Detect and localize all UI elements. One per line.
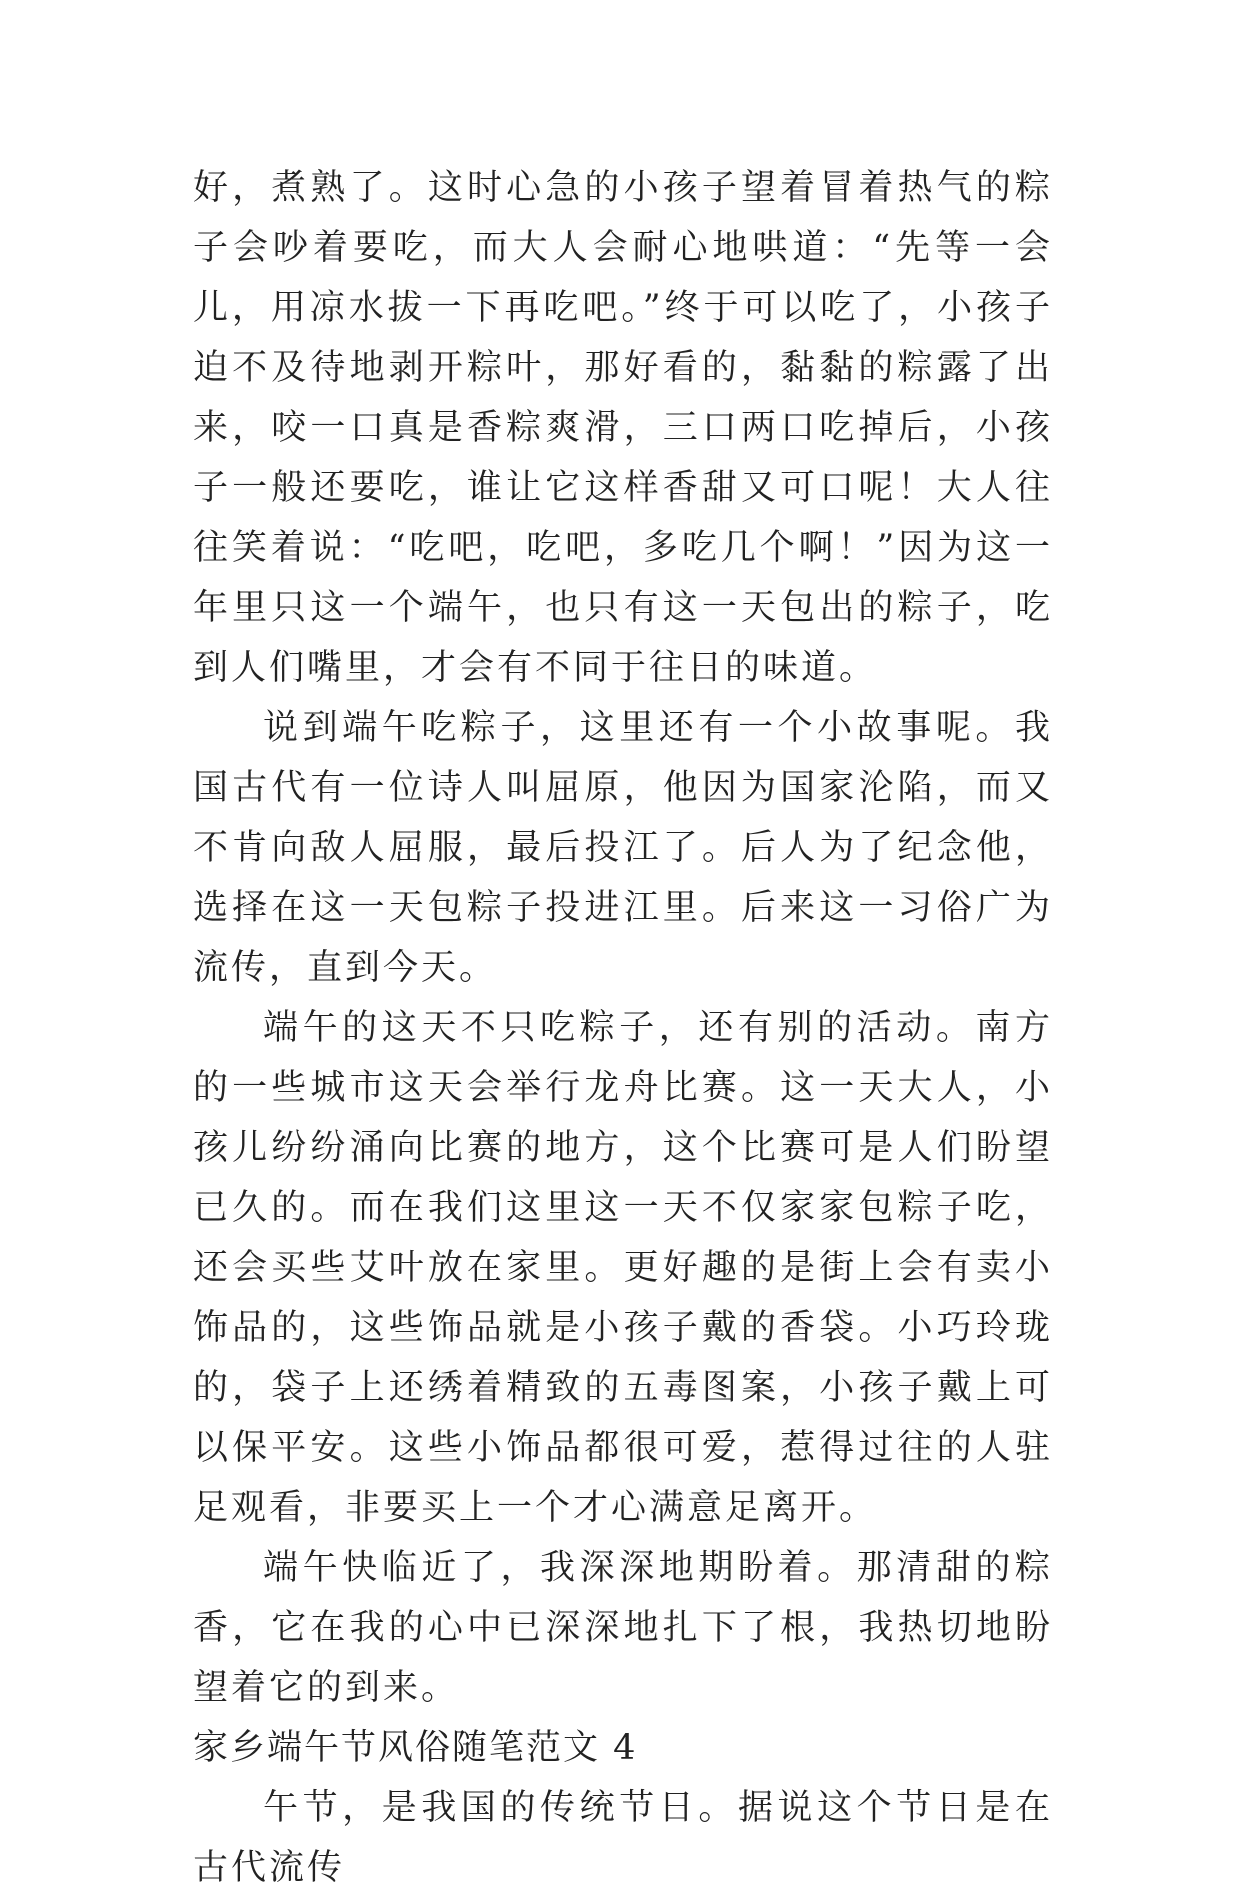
- paragraph-2: 说到端午吃粽子，这里还有一个小故事呢。我国古代有一位诗人叫屈原，他因为国家沦陷，而又不肯向敌人屈服，最后投江了。后人为了纪念他，选择在这一天包粽子投进江里。后来这一习俗广为流传，直到今天。: [193, 708, 1053, 988]
- paragraph-3: 端午的这天不只吃粽子，还有别的活动。南方的一些城市这天会举行龙舟比赛。这一天大人，小孩儿纷纷涌向比赛的地方，这个比赛可是人们盼望已久的。而在我们这里这一天不仅家家包粽子吃，还会买些艾叶放在家里。更好趣的是街上会有卖小饰品的，这些饰品就是小孩子戴的香袋。小巧玲珑的，袋子上还绣着精致的五毒图案，小孩子戴上可以保平安。这些小饰品都很可爱，惹得过往的人驻足观看，非要买上一个才心满意足离开。: [193, 1008, 1053, 1528]
- section-heading: 家乡端午节风俗随笔范文 4: [193, 1728, 638, 1768]
- paragraph-5: 午节，是我国的传统节日。据说这个节日是在古代流传: [193, 1788, 1053, 1888]
- paragraph-4: 端午快临近了，我深深地期盼着。那清甜的粽香，它在我的心中已深深地扎下了根，我热切地盼望着它的到来。: [193, 1548, 1053, 1708]
- document-body: [193, 158, 1053, 1898]
- paragraph-1: 好，煮熟了。这时心急的小孩子望着冒着热气的粽子会吵着要吃，而大人会耐心地哄道：“先等一会儿，用凉水拔一下再吃吧。”终于可以吃了，小孩子迫不及待地剥开粽叶，那好看的，黏黏的粽露了出来，咬一口真是香粽爽滑，三口两口吃掉后，小孩子一般还要吃，谁让它这样香甜又可口呢！大人往往笑着说：“吃吧，吃吧，多吃几个啊！”因为这一年里只这一个端午，也只有这一天包出的粽子，吃到人们嘴里，才会有不同于往日的味道。: [193, 168, 1053, 688]
